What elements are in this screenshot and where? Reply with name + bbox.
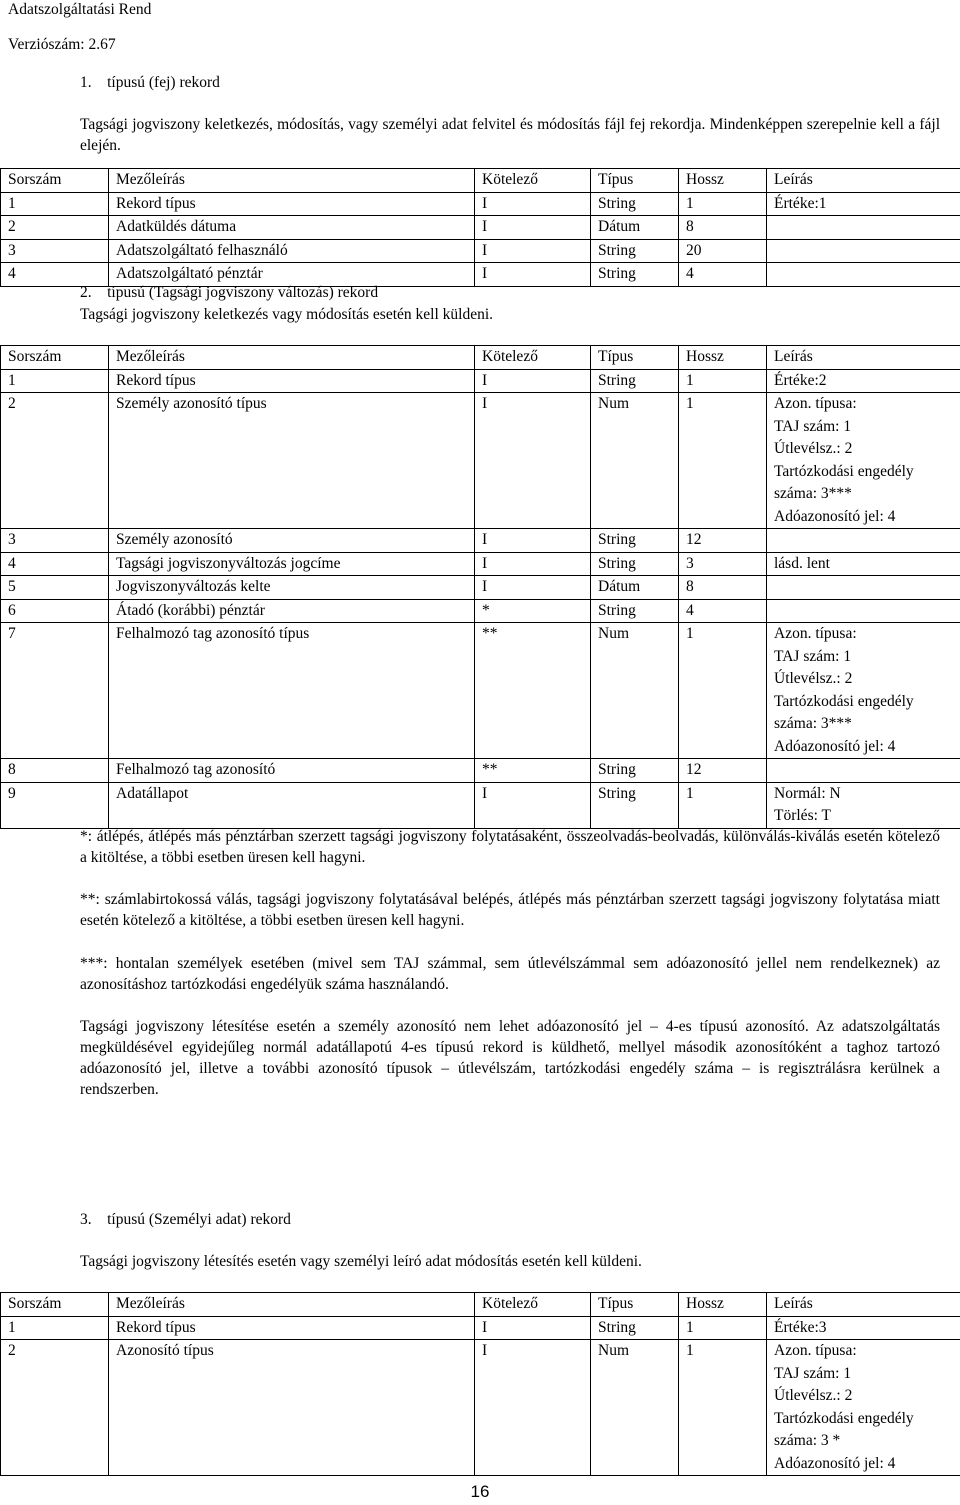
table-cell-len: 8 (679, 216, 767, 240)
desc-line: Tartózkodási engedély (774, 1409, 914, 1427)
table-cell-type: String (591, 529, 679, 553)
table-row (1, 1340, 960, 1476)
table-cell-field: Rekord típus (109, 369, 475, 393)
desc-line: Adóazonosító jel: 4 (774, 1454, 896, 1472)
table-cell-type: String (591, 263, 679, 287)
table-cell-no: 7 (1, 623, 109, 759)
desc-line: Adóazonosító jel: 4 (774, 507, 896, 525)
table-cell-field: Jogviszonyváltozás kelte (109, 576, 475, 600)
table-cell-field: Felhalmozó tag azonosító (109, 759, 475, 783)
column-header: Mezőleírás (109, 169, 475, 193)
section2-heading (80, 282, 378, 304)
table-cell-desc (767, 239, 960, 263)
section1-title: típusú (fej) rekord (107, 74, 220, 91)
table-cell-no: 8 (1, 759, 109, 783)
table-cell-type: String (591, 192, 679, 216)
table-cell-len: 12 (679, 759, 767, 783)
desc-line: Értéke:3 (774, 1318, 827, 1336)
desc-line: Tartózkodási engedély (774, 692, 914, 710)
table-cell-req: ** (475, 759, 591, 783)
desc-line: Azon. típusa: (774, 625, 857, 642)
desc-line: Törlés: T (774, 807, 831, 824)
desc-line: Normál: N (774, 784, 841, 802)
table-cell-no: 4 (1, 552, 109, 576)
table-row (1, 1316, 960, 1340)
table-row (1, 369, 960, 393)
column-header: Mezőleírás (109, 346, 475, 370)
desc-line: Útlevélsz.: 2 (774, 1387, 853, 1404)
table-cell-desc (767, 216, 960, 240)
desc-line: Azon. típusa: (774, 395, 857, 412)
desc-line: Tartózkodási engedély (774, 462, 914, 480)
section3-title: típusú (Személyi adat) rekord (107, 1211, 291, 1228)
table-row (1, 623, 960, 759)
table-cell-desc (767, 1316, 960, 1340)
section2-number: 2. (80, 284, 92, 301)
table-cell-req: * (475, 599, 591, 623)
table-cell-desc (767, 369, 960, 393)
section1-description: Tagsági jogviszony keletkezés, módosítás, vagy személyi adat felvitel és módosítás fájl fej rekordja. Mindenképpen szerepelnie kell a fájl elején. (80, 116, 940, 154)
table-cell-desc (767, 623, 960, 759)
desc-line: Útlevélsz.: 2 (774, 440, 853, 457)
table-cell-no: 1 (1, 1316, 109, 1340)
table-cell-len: 1 (679, 369, 767, 393)
table-cell-req: I (475, 239, 591, 263)
table-cell-type: Num (591, 623, 679, 759)
section2-description: Tagsági jogviszony keletkezés vagy módosítás esetén kell küldeni. (80, 306, 494, 323)
table-cell-desc (767, 1340, 960, 1476)
table-cell-no: 3 (1, 239, 109, 263)
table-cell-field: Azonosító típus (109, 1340, 475, 1476)
table-cell-req: I (475, 192, 591, 216)
column-header: Hossz (679, 1293, 767, 1317)
table-cell-desc (767, 192, 960, 216)
table-cell-type: String (591, 782, 679, 828)
table-cell-type: String (591, 239, 679, 263)
table-cell-type: String (591, 369, 679, 393)
table-header-row (1, 169, 960, 193)
table-cell-no: 2 (1, 1340, 109, 1476)
table-row (1, 529, 960, 553)
table-cell-field: Adatszolgáltató felhasználó (109, 239, 475, 263)
desc-line: lásd. lent (774, 554, 830, 572)
column-header: Típus (591, 1293, 679, 1317)
table-row (1, 393, 960, 529)
table-cell-field: Átadó (korábbi) pénztár (109, 599, 475, 623)
table-cell-len: 1 (679, 1316, 767, 1340)
table-cell-req: I (475, 1316, 591, 1340)
column-header: Leírás (767, 1293, 960, 1317)
desc-line: Adóazonosító jel: 4 (774, 737, 896, 755)
column-header: Kötelező (475, 169, 591, 193)
note-establishment: Tagsági jogviszony létesítése esetén a személy azonosító nem lehet adóazonosító jel – 4-es típusú azonosító. Az adatszolgáltatás megküldésével egyidejűleg normál adatállapotú 4-es típusú rekord is küldhető, mellyel második azonosítóként a taghoz tartozó adóazonosító jel, illetve a további azonosító típusok – útlevélszám, tartózkodási engedély száma – is regisztrálásra kerülnek a rendszerben. (80, 1018, 940, 1098)
table-cell-req: I (475, 782, 591, 828)
table-cell-len: 3 (679, 552, 767, 576)
table-row (1, 192, 960, 216)
table-cell-no: 6 (1, 599, 109, 623)
column-header: Hossz (679, 346, 767, 370)
table-row (1, 576, 960, 600)
column-header: Kötelező (475, 1293, 591, 1317)
desc-line: TAJ szám: 1 (774, 647, 852, 665)
table-cell-len: 4 (679, 263, 767, 287)
table-cell-len: 12 (679, 529, 767, 553)
column-header: Kötelező (475, 346, 591, 370)
desc-line: száma: 3 * (774, 1432, 841, 1449)
table-cell-desc (767, 529, 960, 553)
desc-line: TAJ szám: 1 (774, 417, 852, 435)
desc-line: száma: 3*** (774, 715, 852, 732)
table-cell-req: I (475, 576, 591, 600)
column-header: Leírás (767, 169, 960, 193)
table-cell-no: 9 (1, 782, 109, 828)
column-header: Hossz (679, 169, 767, 193)
table-row (1, 239, 960, 263)
desc-line: TAJ szám: 1 (774, 1364, 852, 1382)
table-cell-req: I (475, 1340, 591, 1476)
table-cell-desc (767, 263, 960, 287)
section1-heading (80, 72, 220, 94)
table-row (1, 782, 960, 828)
section3-description: Tagsági jogviszony létesítés esetén vagy személyi leíró adat módosítás esetén kell küldeni. (80, 1253, 642, 1270)
column-header: Típus (591, 169, 679, 193)
table-cell-desc (767, 782, 960, 828)
table-cell-len: 1 (679, 623, 767, 759)
table-cell-type: String (591, 759, 679, 783)
table-row (1, 759, 960, 783)
table-cell-type: String (591, 599, 679, 623)
table-cell-req: I (475, 263, 591, 287)
section3-number: 3. (80, 1211, 92, 1228)
table-cell-type: String (591, 1316, 679, 1340)
table-cell-no: 5 (1, 576, 109, 600)
desc-line: Értéke:2 (774, 371, 827, 389)
section3-heading (80, 1209, 291, 1231)
table-cell-len: 4 (679, 599, 767, 623)
table-cell-field: Személy azonosító (109, 529, 475, 553)
table-cell-no: 4 (1, 263, 109, 287)
table-cell-field: Rekord típus (109, 192, 475, 216)
table-personal-data (0, 1292, 960, 1476)
table-cell-type: Dátum (591, 216, 679, 240)
table-cell-req: I (475, 393, 591, 529)
table-cell-req: I (475, 216, 591, 240)
column-header: Mezőleírás (109, 1293, 475, 1317)
table-cell-desc (767, 552, 960, 576)
column-header: Sorszám (1, 346, 109, 370)
table-header-record (0, 168, 960, 287)
table-cell-desc (767, 759, 960, 783)
table-cell-len: 1 (679, 393, 767, 529)
table-cell-field: Rekord típus (109, 1316, 475, 1340)
table-cell-req: I (475, 529, 591, 553)
section2-title: típusú (Tagsági jogviszony változás) rekord (107, 284, 379, 301)
table-cell-field: Tagsági jogviszonyváltozás jogcíme (109, 552, 475, 576)
table-cell-no: 2 (1, 393, 109, 529)
page-number: 16 (470, 1482, 490, 1501)
desc-line: száma: 3*** (774, 485, 852, 502)
table-cell-type: Dátum (591, 576, 679, 600)
document-title: Adatszolgáltatási Rend (8, 1, 152, 18)
table-cell-len: 1 (679, 1340, 767, 1476)
table-cell-len: 8 (679, 576, 767, 600)
table-cell-field: Felhalmozó tag azonosító típus (109, 623, 475, 759)
table-membership-change (0, 345, 960, 829)
desc-line: Azon. típusa: (774, 1342, 857, 1359)
table-cell-desc (767, 576, 960, 600)
desc-line: Útlevélsz.: 2 (774, 670, 853, 687)
table-cell-desc (767, 599, 960, 623)
column-header: Leírás (767, 346, 960, 370)
table-cell-field: Adatküldés dátuma (109, 216, 475, 240)
column-header: Sorszám (1, 1293, 109, 1317)
column-header: Típus (591, 346, 679, 370)
table-cell-type: Num (591, 393, 679, 529)
table-cell-type: String (591, 552, 679, 576)
table-cell-type: Num (591, 1340, 679, 1476)
table-cell-no: 1 (1, 369, 109, 393)
section1-number: 1. (80, 74, 92, 91)
table-cell-desc (767, 393, 960, 529)
table-row (1, 552, 960, 576)
desc-line: Értéke:1 (774, 194, 827, 212)
note-single-asterisk: *: átlépés, átlépés más pénztárban szerzett tagsági jogviszony folytatásaként, összeolvadás-beolvadás, különválás-kiválás esetén kötelező a kitöltése, a többi esetben üresen kell hagyni. (80, 828, 940, 866)
table-cell-field: Adatállapot (109, 782, 475, 828)
table-cell-req: ** (475, 623, 591, 759)
table-header-row (1, 346, 960, 370)
table-cell-req: I (475, 552, 591, 576)
table-cell-field: Személy azonosító típus (109, 393, 475, 529)
table-cell-no: 3 (1, 529, 109, 553)
table-header-row (1, 1293, 960, 1317)
document-version: Verziószám: 2.67 (8, 36, 116, 53)
column-header: Sorszám (1, 169, 109, 193)
note-double-asterisk: **: számlabirtokossá válás, tagsági jogviszony folytatásával belépés, átlépés más pénztárban szerzett tagsági jogviszony folytatása miatt esetén kötelező a kitöltése, a többi esetben üresen kell hagyni. (80, 891, 940, 929)
table-row (1, 216, 960, 240)
table-cell-len: 1 (679, 192, 767, 216)
table-cell-no: 2 (1, 216, 109, 240)
table-cell-len: 1 (679, 782, 767, 828)
table-row (1, 599, 960, 623)
table-cell-no: 1 (1, 192, 109, 216)
note-triple-asterisk: ***: hontalan személyek esetében (mivel sem TAJ számmal, sem útlevélszámmal sem adóazonosító jellel nem rendelkeznek) az azonosításhoz tartózkodási engedélyük száma használandó. (80, 955, 940, 993)
table-cell-field: Adatszolgáltató pénztár (109, 263, 475, 287)
table-cell-len: 20 (679, 239, 767, 263)
table-cell-req: I (475, 369, 591, 393)
